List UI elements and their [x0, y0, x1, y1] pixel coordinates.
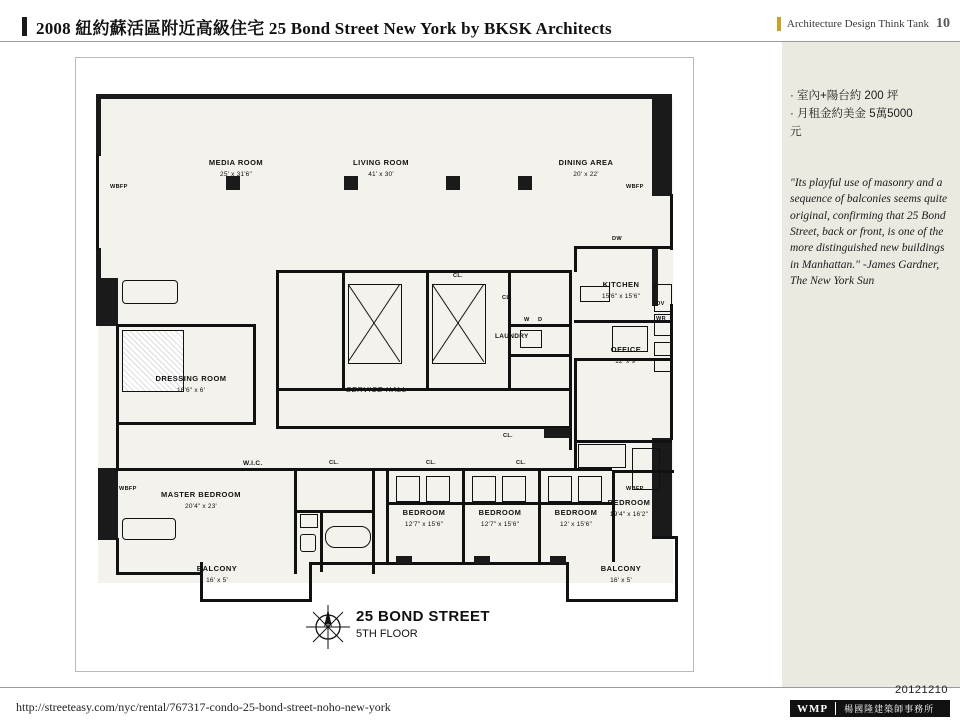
bath-fixture-7: [578, 444, 626, 468]
room-label-balcony-right: BALCONY 16' x 5': [600, 564, 642, 584]
label-dryer: D: [538, 317, 543, 323]
label-cl-4: CL.: [516, 460, 526, 466]
wall-core-left: [342, 270, 345, 390]
room-label-bedroom-2: BEDROOM 12'7" x 15'6": [478, 508, 522, 528]
bathtub-1: [122, 280, 178, 304]
wall-blk-bed3: [550, 556, 566, 564]
room-label-dining-area: DINING AREA 20' x 22': [558, 158, 614, 178]
compass-rose-icon: [304, 603, 352, 651]
wall-balcony-right-a: [566, 562, 569, 602]
plan-title-text: 25 BOND STREET: [356, 608, 490, 625]
label-wine-refrigerator: WR: [656, 316, 666, 322]
sidebar-bullet-0: · 室內+陽台約 200 坪: [790, 90, 899, 102]
bathtub-2: [122, 518, 176, 540]
date-label: 20121210: [895, 684, 948, 696]
source-url[interactable]: http://streeteasy.com/nyc/rental/767317-condo-25-bond-street-noho-new-york: [16, 700, 391, 714]
footer-logo-primary: WMP: [797, 702, 829, 715]
label-wic: W.I.C.: [243, 460, 263, 467]
wall-core-mid: [426, 270, 429, 390]
wall-left-upper: [96, 94, 101, 156]
wall-dressing-bottom: [116, 422, 256, 425]
room-label-master-bedroom: MASTER BEDROOM 20'4" x 23': [161, 490, 241, 510]
elevator-shaft-1-cross: [348, 284, 400, 362]
wall-office-bottom: [574, 440, 672, 443]
label-wbfp-4: WBFP: [626, 486, 644, 492]
wall-bottom-mid: [309, 562, 569, 565]
wall-balcony-right-b: [675, 538, 678, 602]
wall-top-right-block: [652, 94, 672, 196]
brand-text: Architecture Design Think Tank: [786, 18, 929, 30]
wall-bed-cl-1: [386, 502, 462, 505]
wall-wic-bottom: [294, 510, 374, 513]
wall-office-left: [574, 358, 577, 442]
footer-logo-secondary: 楊國隆建築師事務所: [844, 704, 935, 714]
wall-dressing-top: [116, 324, 256, 327]
sidebar-quote: "Its playful use of masonry and a sequence of balconies seems quite original, confirming that 25 Bond Street, back or front, is one of the more distinguished new buildings in Manhattan." -James Gardner, The New York Sun: [790, 177, 948, 287]
sink-1: [300, 514, 318, 528]
sidebar-bullet-2: 元: [790, 125, 802, 138]
sidebar-bullet-1: · 月租金約美金 5萬5000: [790, 107, 913, 120]
title-accent-bar: [22, 17, 27, 36]
label-cl-6: CL.: [453, 273, 463, 279]
room-label-dressing-room: DRESSING ROOM 16'6" x 6': [155, 374, 227, 394]
footer-logo: [790, 700, 950, 717]
room-label-bedroom-3: BEDROOM 12' x 15'6": [554, 508, 598, 528]
wall-ext-left-c: [116, 538, 119, 574]
wall-service-block: [544, 428, 570, 438]
wall-blk-bed2: [474, 556, 490, 564]
label-cl-3: CL.: [426, 460, 436, 466]
wall-core-right: [508, 270, 511, 390]
room-label-living-room: LIVING ROOM 41' x 30': [353, 158, 409, 178]
bathtub-3: [325, 526, 371, 548]
floorplan-image: [75, 57, 694, 672]
page-title: [22, 14, 612, 39]
brand-accent-bar: [777, 17, 781, 31]
wall-hall-top: [276, 270, 572, 273]
wall-master-right: [294, 468, 297, 574]
footer-divider: [0, 687, 960, 688]
wall-bed-cl-2: [462, 502, 538, 505]
room-label-bedroom-1: BEDROOM 12'7" x 15'6": [402, 508, 446, 528]
wall-hall-left: [276, 270, 279, 390]
shower-1: [632, 448, 660, 490]
wall-rightbed-left: [574, 440, 577, 470]
wall-laundry-right: [569, 270, 572, 430]
wall-cl-bottom: [508, 354, 572, 357]
brand: [777, 16, 950, 32]
room-label-media-room: MEDIA ROOM 25' x 31'6": [208, 158, 264, 178]
wall-ext-right-a: [670, 194, 673, 250]
wall-hall-bottom: [276, 388, 572, 391]
page-number: 10: [936, 16, 950, 31]
wall-kitchen-top: [574, 246, 672, 249]
wall-wic-top: [294, 468, 374, 471]
bath-fixture-3: [472, 476, 496, 502]
label-wbfp-1: WBFP: [110, 184, 128, 190]
wall-balcony-left-bottom: [200, 599, 312, 602]
bath-fixture-4: [502, 476, 526, 502]
bath-fixture-1: [396, 476, 420, 502]
wall-balcony-right-bottom: [566, 599, 678, 602]
plan-title-block: [356, 608, 596, 640]
wall-left-lower-block: [98, 468, 118, 540]
wall-master-top: [116, 468, 296, 471]
room-label-kitchen: KITCHEN 15'6" x 15'6": [601, 280, 641, 300]
label-oven: OV: [656, 301, 665, 307]
page-title-text: 2008 紐約蘇活區附近高級住宅 25 Bond Street New York by BKSK Architects: [36, 19, 612, 38]
toilet-1: [300, 534, 316, 552]
wall-ext-left-b: [116, 324, 119, 470]
wall-top: [96, 94, 652, 99]
room-label-office: OFFICE 12' x 9': [610, 345, 642, 365]
wall-service-hall-bottom: [276, 426, 572, 429]
wall-kitchen-left: [574, 246, 577, 272]
sidebar-bullets: [790, 88, 955, 141]
wall-left-mid: [96, 248, 101, 278]
wall-cl-top: [508, 324, 572, 327]
room-label-balcony-left: BALCONY 16' x 5': [196, 564, 238, 584]
wall-wic-right: [372, 468, 375, 574]
elevator-shaft-2-cross: [432, 284, 484, 362]
label-cl-2: CL.: [329, 460, 339, 466]
wall-hall-left-lower: [276, 388, 279, 428]
wall-balcony-left-b: [309, 562, 312, 602]
room-label-bedroom-4: BEDROOM 19'4" x 16'2": [607, 498, 651, 518]
wall-bottom-right: [652, 536, 678, 539]
label-cl-1: CL.: [502, 295, 512, 301]
page-header: [0, 0, 960, 42]
wall-bath-div: [320, 510, 323, 572]
label-laundry: LAUNDRY: [495, 333, 529, 340]
label-wbfp-3: WBFP: [119, 486, 137, 492]
label-wbfp-2: WBFP: [626, 184, 644, 190]
bath-fixture-5: [548, 476, 572, 502]
wall-left-block: [96, 278, 118, 326]
label-cl-5: CL.: [503, 433, 513, 439]
bath-fixture-2: [426, 476, 450, 502]
label-washer: W: [524, 317, 530, 323]
wall-blk-bed1: [396, 556, 412, 564]
label-service-hall: SERVICE HALL: [346, 385, 407, 394]
plan-subtitle-text: 5TH FLOOR: [356, 628, 418, 640]
label-dishwasher: DW: [612, 236, 622, 242]
wall-ext-left-a: [96, 154, 99, 250]
